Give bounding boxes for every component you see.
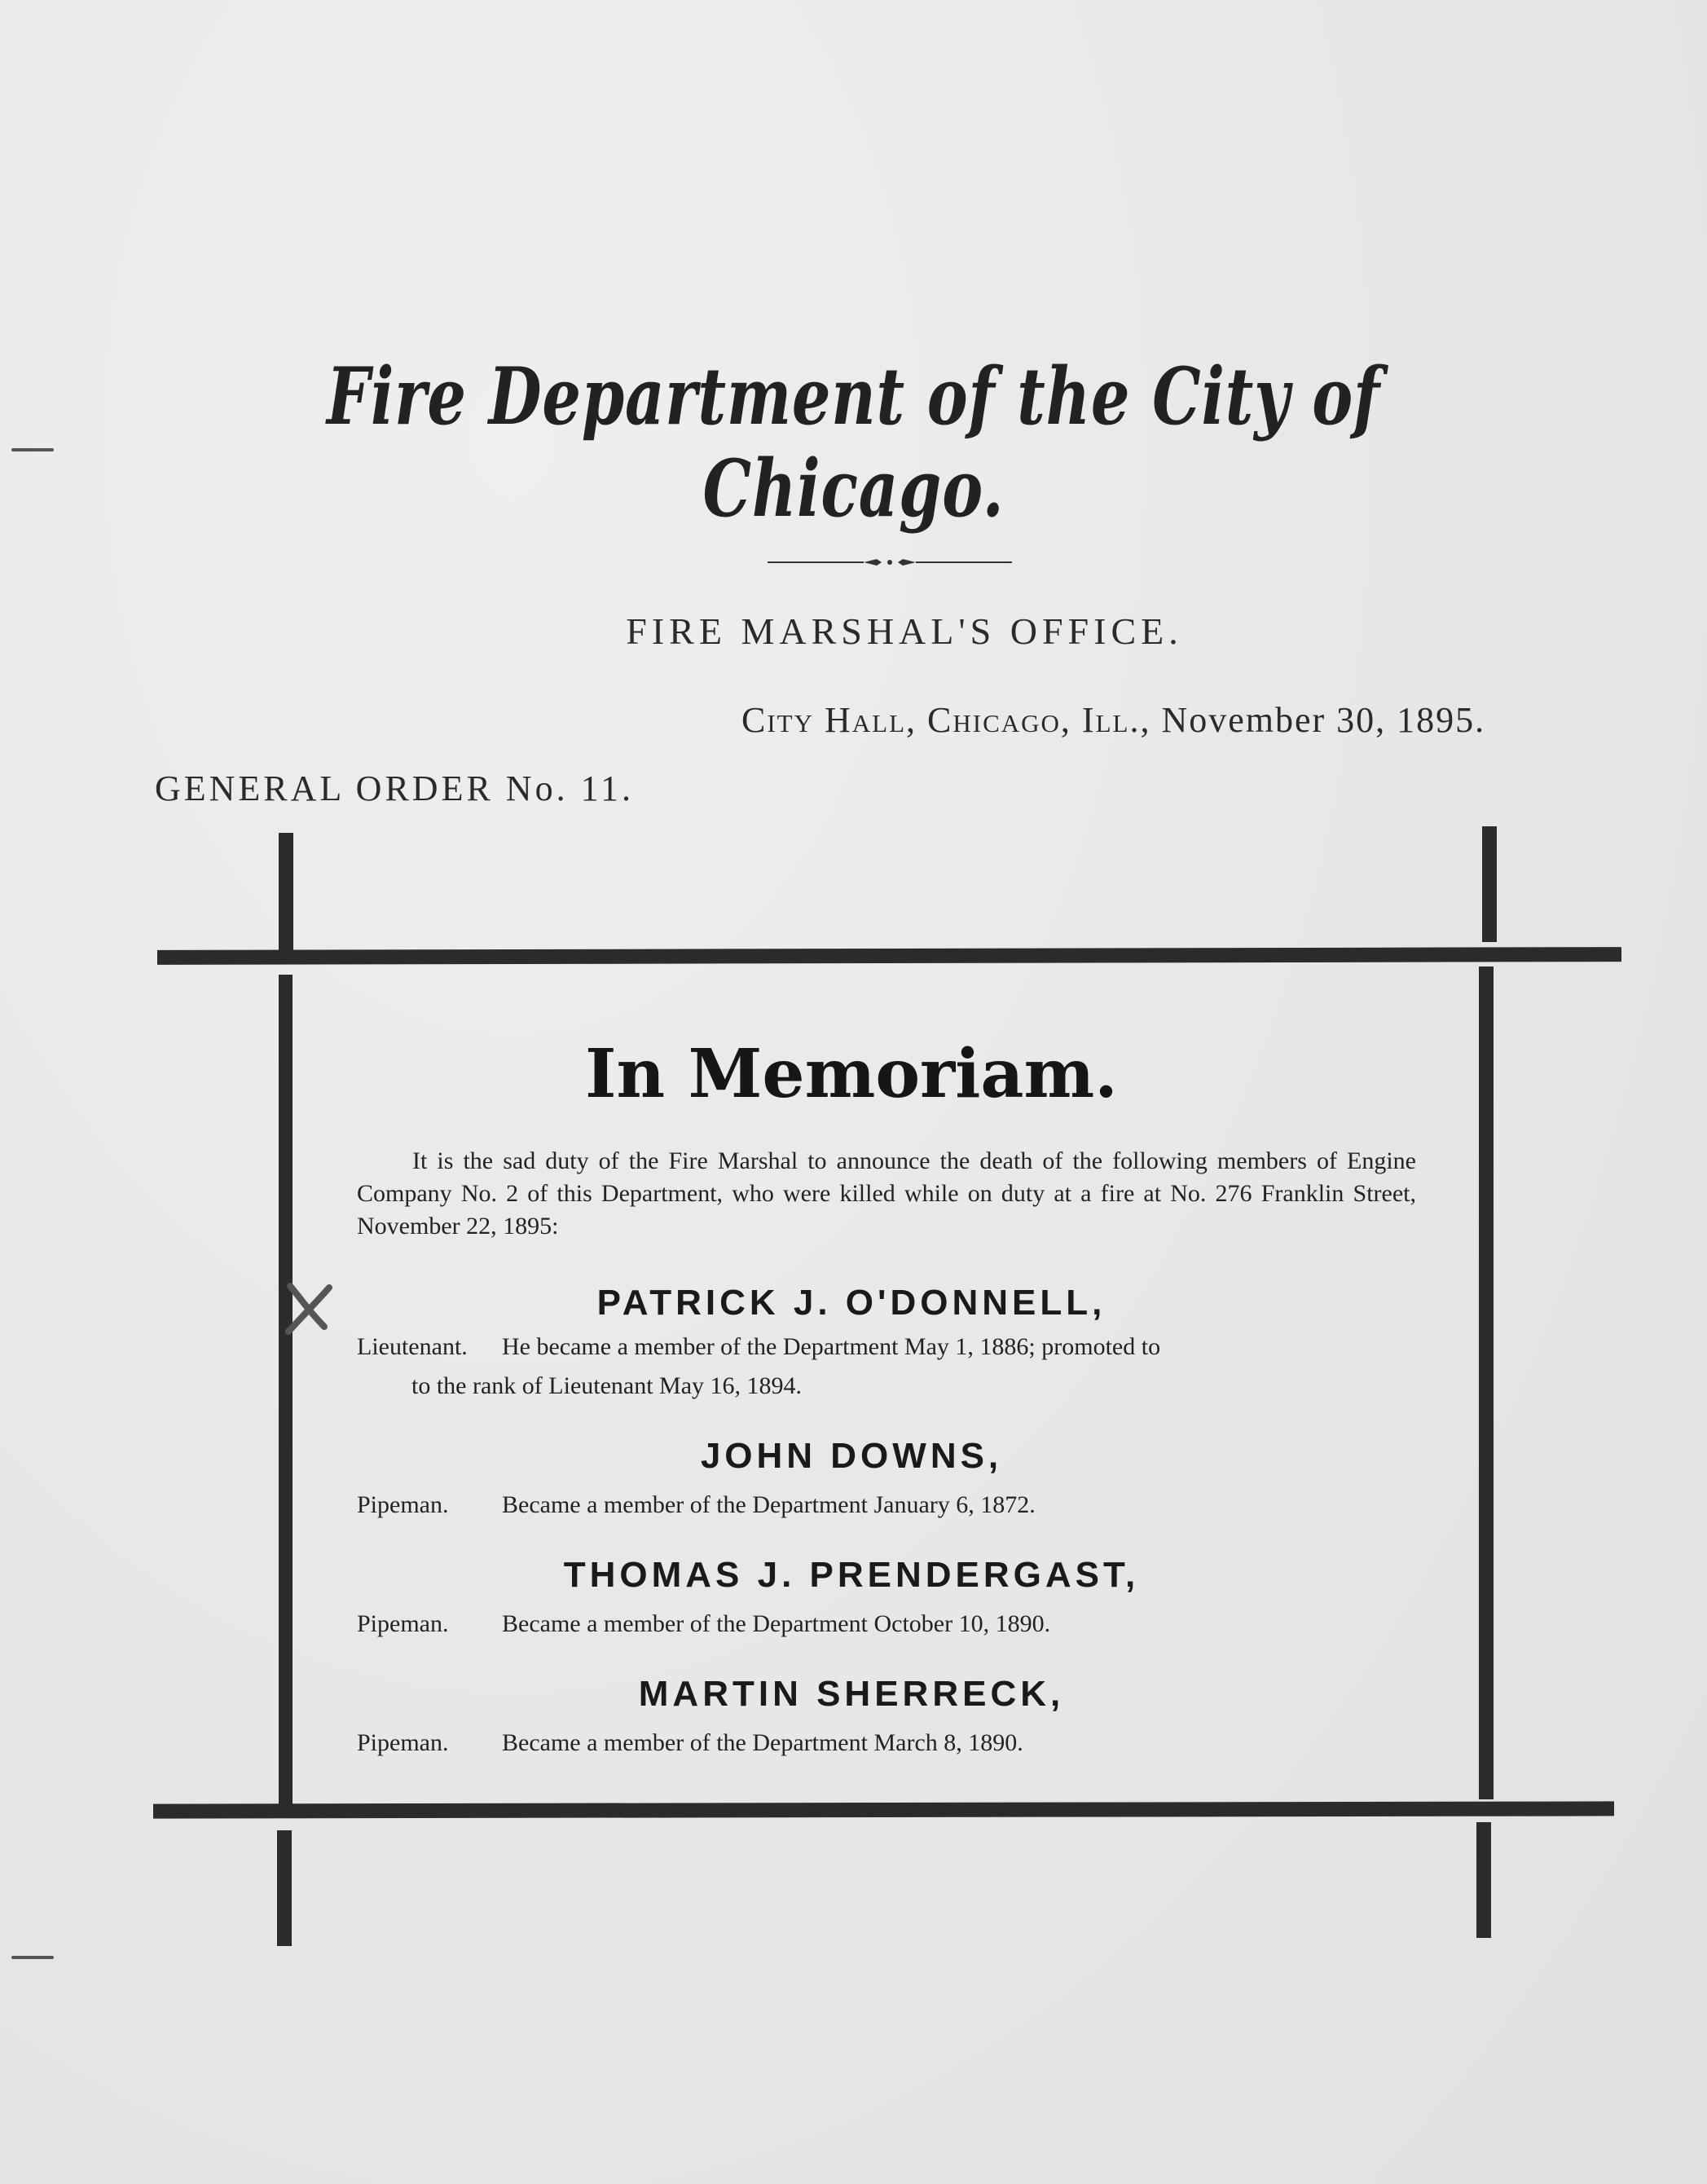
memoriam-intro: It is the sad duty of the Fire Marshal to announce the death of the following members of Engine Company No. 2 of this Department, who were killed while on duty at a fire at No. 276 Franklin Street, November 22, 1895: [357, 1147, 1416, 1240]
deceased-rank: Pipeman. [357, 1729, 449, 1756]
office-heading: FIRE MARSHAL'S OFFICE. [626, 610, 1183, 652]
general-order-number: GENERAL ORDER No. 11. [155, 768, 634, 808]
deceased-rank: Lieutenant. [357, 1333, 468, 1360]
border-right-upper-stub [1482, 826, 1497, 942]
margin-mark [11, 448, 54, 451]
deceased-rank: Pipeman. [357, 1610, 449, 1637]
memoriam-title: In Memoriam. [585, 1035, 1118, 1113]
deceased-service: Became a member of the Department October 10, 1890. [502, 1610, 1051, 1637]
ornament-divider [768, 554, 1012, 570]
deceased-description [357, 1488, 1416, 1522]
dateline-place: City Hall, Chicago, Ill., [741, 700, 1151, 740]
border-left-lower-stub [277, 1830, 292, 1946]
masthead-title: Fire Department of the City of Chicago. [327, 350, 1380, 535]
dateline-date: November 30, 1895. [1161, 700, 1486, 740]
deceased-service: Became a member of the Department March 8, 1890. [502, 1729, 1023, 1756]
border-top-bar [157, 947, 1621, 965]
deceased-description [357, 1726, 1416, 1760]
deceased-description [357, 1607, 1416, 1641]
deceased-service-continued: to the rank of Lieutenant May 16, 1894. [411, 1372, 803, 1399]
border-right-bar [1479, 967, 1494, 1799]
border-right-lower-stub [1476, 1822, 1491, 1938]
deceased-name: MARTIN SHERRECK, [638, 1674, 1065, 1714]
dateline [741, 699, 1485, 741]
deceased-name: JOHN DOWNS, [700, 1436, 1003, 1476]
deceased-rank: Pipeman. [357, 1491, 449, 1518]
deceased-service: Became a member of the Department January 6, 1872. [502, 1491, 1036, 1518]
deceased-name: THOMAS J. PRENDERGAST, [563, 1555, 1140, 1595]
deceased-name: PATRICK J. O'DONNELL, [596, 1283, 1106, 1323]
margin-mark [11, 1956, 54, 1959]
deceased-description [357, 1330, 1416, 1364]
border-left-upper-stub [279, 833, 293, 953]
border-bottom-bar [153, 1801, 1614, 1818]
deceased-service: He became a member of the Department May 1, 1886; promoted to [502, 1333, 1161, 1360]
